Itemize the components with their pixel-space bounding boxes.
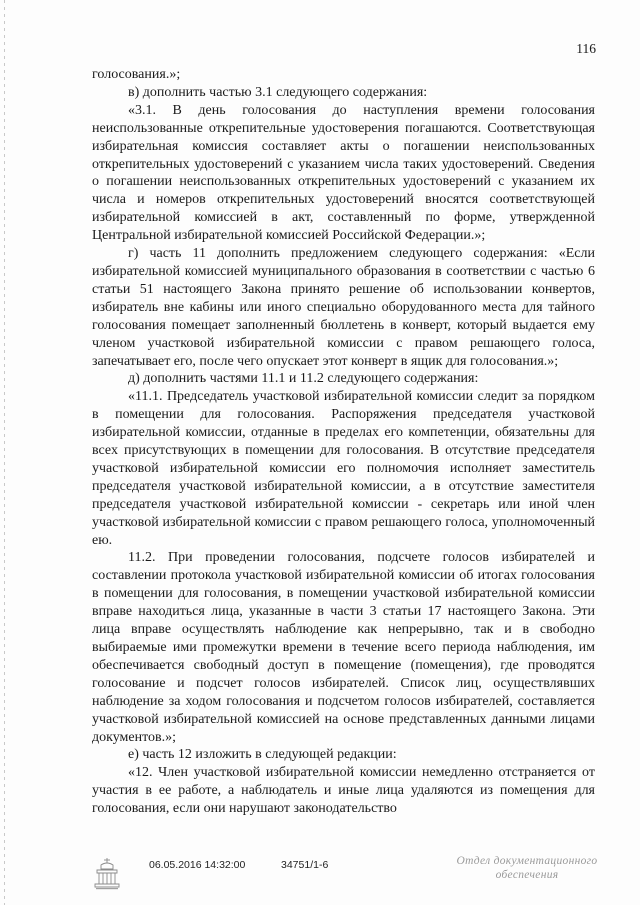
paragraph-amendment-d: д) дополнить частями 11.1 и 11.2 следующего содержания:: [128, 371, 479, 387]
page-number: 116: [576, 41, 596, 56]
emblem-icon: [92, 856, 122, 890]
paragraph-part-11-1: «11.1. Председатель участковой избирательной комиссии следит за порядком в помещении для голосования. Распоряжения председателя участковой избирательной комиссии, отданные в пределах его компетенции, обязательны для всех присутствующих в помещении для голосования. В отсутствие председателя участковой избирательной комиссии его полномочия исполняет заместитель председателя участковой избирательной комиссии, а в отсутствие заместителя председателя участковой избирательной комиссии - секретарь или иной член участковой избирательной комиссии с правом решающего голоса, уполномоченный ею.: [92, 389, 595, 548]
department-stamp-line-1: Отдел документационного: [456, 855, 598, 867]
document-body: [92, 66, 595, 818]
footer-document-number: 34751/1-6: [281, 859, 329, 871]
paragraph-part-12: «12. Член участковой избирательной комиссии немедленно отстраняется от участия в ее работе, а наблюдатель и иные лица удаляются из помещения для голосования, если они нарушают законодательство: [92, 765, 595, 817]
page-footer: [0, 848, 640, 898]
paragraph-part-11-2: 11.2. При проведении голосования, подсчете голосов избирателей и составлении протокола участковой избирательной комиссии об итогах голосования в помещении для голосования, в помещении участковой избирательной комиссии вправе находиться лица, указанные в части 3 статьи 17 настоящего Закона. Эти лица вправе осуществлять наблюдение как непрерывно, так и в свободно выбираемые ими промежутки времени в течение всего периода наблюдения, им обеспечивается свободный доступ в помещение (помещения), где проводятся голосование и подсчет голосов избирателей. Список лиц, осуществлявших наблюдение за ходом голосования и подсчетом голосов избирателей, составляется участковой избирательной комиссией на основе представленных данными лицами документов.»;: [92, 550, 595, 745]
paragraph-amendment-g: г) часть 11 дополнить предложением следующего содержания: «Если избирательной комиссией муниципального образования в соответствии с частью 6 статьи 51 настоящего Закона принято решение об использовании конвертов, избиратель вне кабины или иного специально оборудованного места для тайного голосования помещает заполненный бюллетень в конверт, который выдается ему членом участковой избирательной комиссии с правом решающего голоса, запечатывает его, после чего опускает этот конверт в ящик для голосования.»;: [92, 246, 595, 369]
department-stamp-line-2: обеспечения: [495, 869, 559, 881]
paragraph-continuation: голосования.»;: [92, 67, 181, 82]
department-stamp: [452, 854, 602, 882]
paragraph-amendment-e: е) часть 12 изложить в следующей редакции:: [128, 747, 397, 763]
scan-edge-line: [4, 0, 5, 905]
paragraph-part-3-1: «3.1. В день голосования до наступления времени голосования неиспользованные открепительные удостоверения погашаются. Соответствующая избирательная комиссия составляет акты о погашении неиспользованных открепительных удостоверений с указанием числа таких удостоверений. Сведения о погашении неиспользованных открепительных удостоверений с указанием их числа и номеров открепительных удостоверений вносятся соответствующей избирательной комиссией в акт, составленный по форме, утвержденной Центральной избирательной комиссией Российской Федерации.»;: [92, 102, 595, 244]
paragraph-amendment-v: в) дополнить частью 3.1 следующего содержания:: [128, 84, 428, 100]
footer-datetime: 06.05.2016 14:32:00: [149, 859, 246, 871]
